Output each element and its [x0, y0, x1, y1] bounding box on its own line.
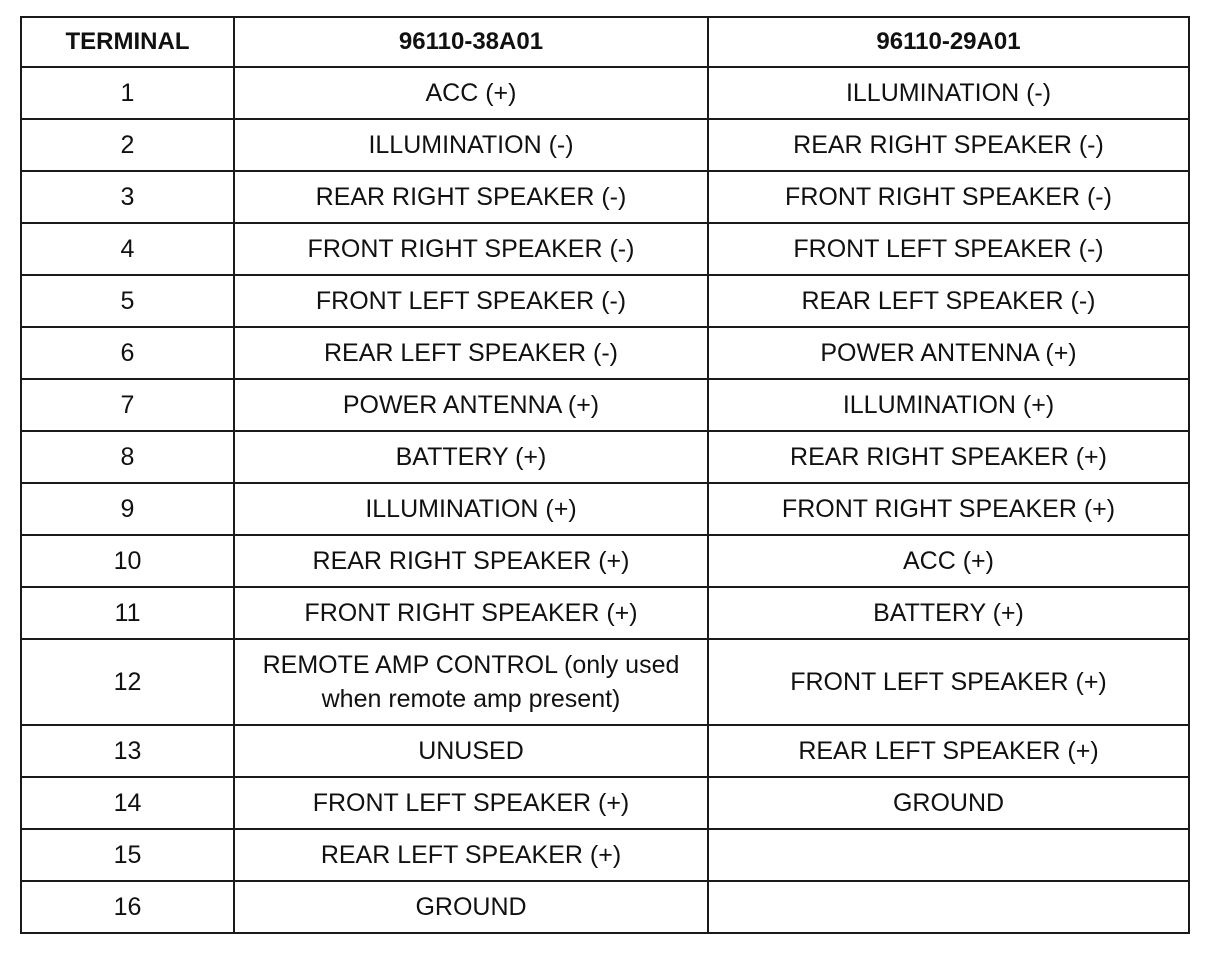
function-38a01: BATTERY (+)	[234, 431, 708, 483]
function-38a01: ILLUMINATION (-)	[234, 119, 708, 171]
table-header	[21, 17, 1189, 67]
terminal-number: 14	[21, 777, 234, 829]
function-38a01: FRONT LEFT SPEAKER (-)	[234, 275, 708, 327]
terminal-number: 12	[21, 639, 234, 725]
table-row	[21, 327, 1189, 379]
terminal-number: 9	[21, 483, 234, 535]
table-row	[21, 483, 1189, 535]
header-part-96110-29a01: 96110-29A01	[708, 17, 1189, 67]
table-row	[21, 725, 1189, 777]
terminal-number: 1	[21, 67, 234, 119]
function-29a01: ILLUMINATION (-)	[708, 67, 1189, 119]
table-row	[21, 881, 1189, 933]
function-29a01: FRONT LEFT SPEAKER (+)	[708, 639, 1189, 725]
function-38a01: REAR LEFT SPEAKER (+)	[234, 829, 708, 881]
function-38a01: POWER ANTENNA (+)	[234, 379, 708, 431]
function-29a01: ILLUMINATION (+)	[708, 379, 1189, 431]
terminal-number: 15	[21, 829, 234, 881]
function-29a01: FRONT LEFT SPEAKER (-)	[708, 223, 1189, 275]
function-38a01: REMOTE AMP CONTROL (only used when remote amp present)	[234, 639, 708, 725]
function-38a01: REAR LEFT SPEAKER (-)	[234, 327, 708, 379]
terminal-number: 6	[21, 327, 234, 379]
function-38a01: FRONT LEFT SPEAKER (+)	[234, 777, 708, 829]
function-38a01: FRONT RIGHT SPEAKER (-)	[234, 223, 708, 275]
function-29a01: FRONT RIGHT SPEAKER (+)	[708, 483, 1189, 535]
table-row	[21, 777, 1189, 829]
function-38a01: REAR RIGHT SPEAKER (-)	[234, 171, 708, 223]
function-38a01: REAR RIGHT SPEAKER (+)	[234, 535, 708, 587]
table-row	[21, 275, 1189, 327]
table-body	[21, 67, 1189, 933]
function-29a01: ACC (+)	[708, 535, 1189, 587]
terminal-number: 3	[21, 171, 234, 223]
function-38a01: GROUND	[234, 881, 708, 933]
terminal-number: 16	[21, 881, 234, 933]
terminal-number: 7	[21, 379, 234, 431]
function-29a01: GROUND	[708, 777, 1189, 829]
table-row	[21, 379, 1189, 431]
header-terminal: TERMINAL	[21, 17, 234, 67]
function-29a01: REAR RIGHT SPEAKER (-)	[708, 119, 1189, 171]
table-row	[21, 587, 1189, 639]
terminal-number: 11	[21, 587, 234, 639]
function-29a01: FRONT RIGHT SPEAKER (-)	[708, 171, 1189, 223]
function-38a01: FRONT RIGHT SPEAKER (+)	[234, 587, 708, 639]
function-29a01: REAR LEFT SPEAKER (-)	[708, 275, 1189, 327]
terminal-number: 2	[21, 119, 234, 171]
function-38a01: ILLUMINATION (+)	[234, 483, 708, 535]
table-row	[21, 119, 1189, 171]
function-29a01: REAR LEFT SPEAKER (+)	[708, 725, 1189, 777]
function-29a01: REAR RIGHT SPEAKER (+)	[708, 431, 1189, 483]
table-row	[21, 171, 1189, 223]
terminal-number: 4	[21, 223, 234, 275]
terminal-number: 10	[21, 535, 234, 587]
terminal-number: 8	[21, 431, 234, 483]
header-part-96110-38a01: 96110-38A01	[234, 17, 708, 67]
table-row	[21, 67, 1189, 119]
function-38a01: UNUSED	[234, 725, 708, 777]
function-29a01	[708, 829, 1189, 881]
terminal-number: 13	[21, 725, 234, 777]
function-38a01: ACC (+)	[234, 67, 708, 119]
function-29a01: POWER ANTENNA (+)	[708, 327, 1189, 379]
terminal-pinout-table	[20, 16, 1190, 934]
terminal-number: 5	[21, 275, 234, 327]
table-row	[21, 829, 1189, 881]
table-row	[21, 535, 1189, 587]
table-row	[21, 223, 1189, 275]
header-row	[21, 17, 1189, 67]
table-row	[21, 639, 1189, 725]
function-29a01: BATTERY (+)	[708, 587, 1189, 639]
table-row	[21, 431, 1189, 483]
function-29a01	[708, 881, 1189, 933]
